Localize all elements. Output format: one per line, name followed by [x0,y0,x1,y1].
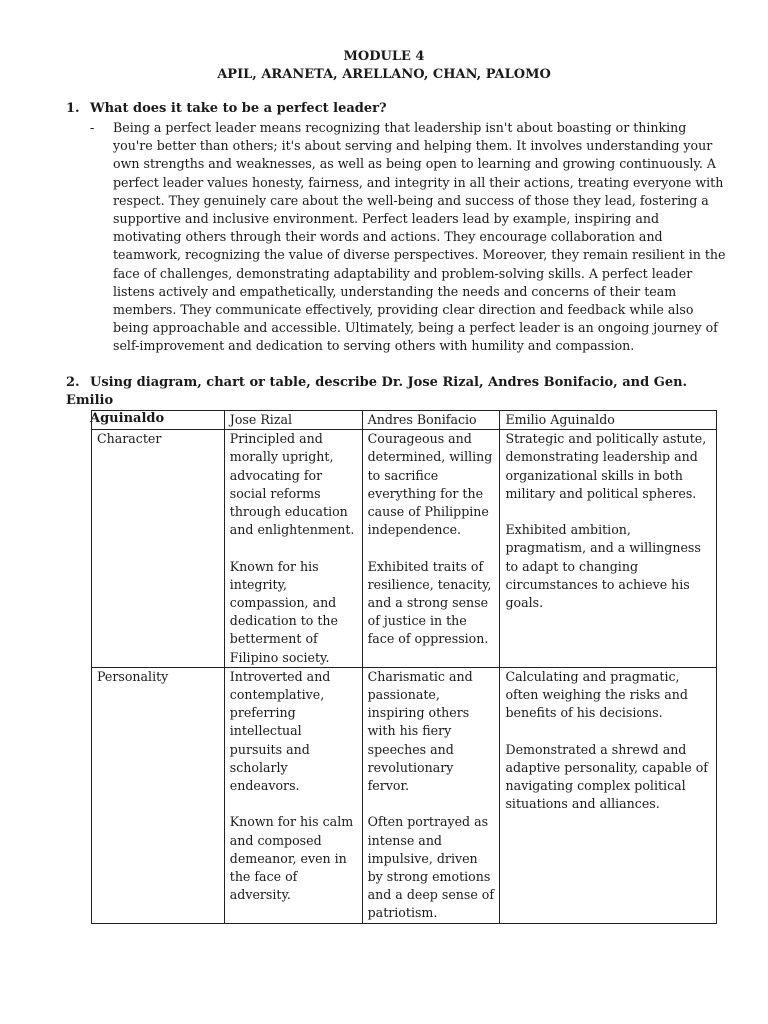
cell-paragraph: Principled and morally upright, advocating for social reforms through education and enlightenment. [229,431,355,538]
cell-personality-rizal [224,667,362,923]
cell-personality-bonifacio [362,667,500,923]
cell-paragraph: Calculating and pragmatic, often weighing the risks and benefits of his decisions. [505,668,688,721]
question-2-text-line1: Using diagram, chart or table, describe Dr. Jose Rizal, Andres Bonifacio, and Gen. Emilio [66,375,688,408]
cell-paragraph: Introverted and contemplative, preferring intellectual pursuits and scholarly endeavors. [229,668,331,794]
table-header-row [92,411,717,430]
question-1 [66,100,387,118]
header-cell-aguinaldo: Emilio Aguinaldo [500,411,717,430]
header-cell-bonifacio: Andres Bonifacio [362,411,500,430]
table-row-personality [92,667,717,923]
question-1-text: What does it take to be a perfect leader? [90,101,387,116]
cell-character-bonifacio [362,430,500,668]
document-header [0,48,768,84]
cell-paragraph: Demonstrated a shrewd and adaptive personality, capable of navigating complex political situations and alliances. [505,741,708,812]
question-1-answer [90,119,730,356]
header-cell-empty [92,411,225,430]
row-label-personality: Personality [92,667,225,923]
header-cell-rizal: Jose Rizal [224,411,362,430]
cell-paragraph: Courageous and determined, willing to sacrifice everything for the cause of Philippine independence. [367,431,493,538]
row-label-character: Character [92,430,225,668]
cell-character-rizal [224,430,362,668]
question-2-text-line2: Aguinaldo [90,411,165,426]
cell-paragraph: Often portrayed as intense and impulsive, driven by strong emotions and a deep sense of patriotism. [367,814,495,921]
cell-paragraph: Exhibited ambition, pragmatism, and a willingness to adapt to changing circumstances to achieve his goals. [505,522,701,611]
cell-paragraph: Known for his calm and composed demeanor, even in the face of adversity. [229,814,354,903]
cell-character-aguinaldo [500,430,717,668]
heroes-comparison-table [91,410,717,924]
cell-paragraph: Known for his integrity, compassion, and dedication to the betterment of Filipino society. [229,558,338,665]
question-2-number: 2. [66,375,80,390]
cell-paragraph: Strategic and politically astute, demonstrating leadership and organizational skills in both military and political spheres. [505,431,707,501]
answer-bullet: - [90,120,95,135]
table-row-character [92,430,717,668]
authors-line: APIL, ARANETA, ARELLANO, CHAN, PALOMO [217,67,551,82]
cell-personality-aguinaldo [500,667,717,923]
question-1-number: 1. [66,101,80,116]
cell-paragraph: Exhibited traits of resilience, tenacity, and a strong sense of justice in the face of oppression. [367,558,492,647]
module-title: MODULE 4 [343,49,425,64]
answer-text: Being a perfect leader means recognizing that leadership isn't about boasting or thinking you're better than others; it's about serving and helping them. It involves understanding your own strengths and weaknesses, as well as being open to learning and growing continuously. A perfect leader values honesty, fairness, and integrity in all their actions, treating everyone with respect. They genuinely care about the well-being and success of those they lead, fostering a supportive and inclusive environment. Perfect leaders lead by example, inspiring and motivating others through their words and actions. They encourage collaboration and teamwork, recognizing the value of diverse perspectives. Moreover, they remain resilient in the face of challenges, demonstrating adaptability and problem-solving skills. A perfect leader listens actively and empathetically, understanding the needs and concerns of their team members. They communicate effectively, providing clear direction and feedback while also being approachable and accessible. Ultimately, being a perfect leader is an ongoing journey of self-improvement and dedication to serving others with humility and compassion. [113,120,726,354]
cell-paragraph: Charismatic and passionate, inspiring others with his fiery speeches and revolutionary fervor. [367,668,473,794]
